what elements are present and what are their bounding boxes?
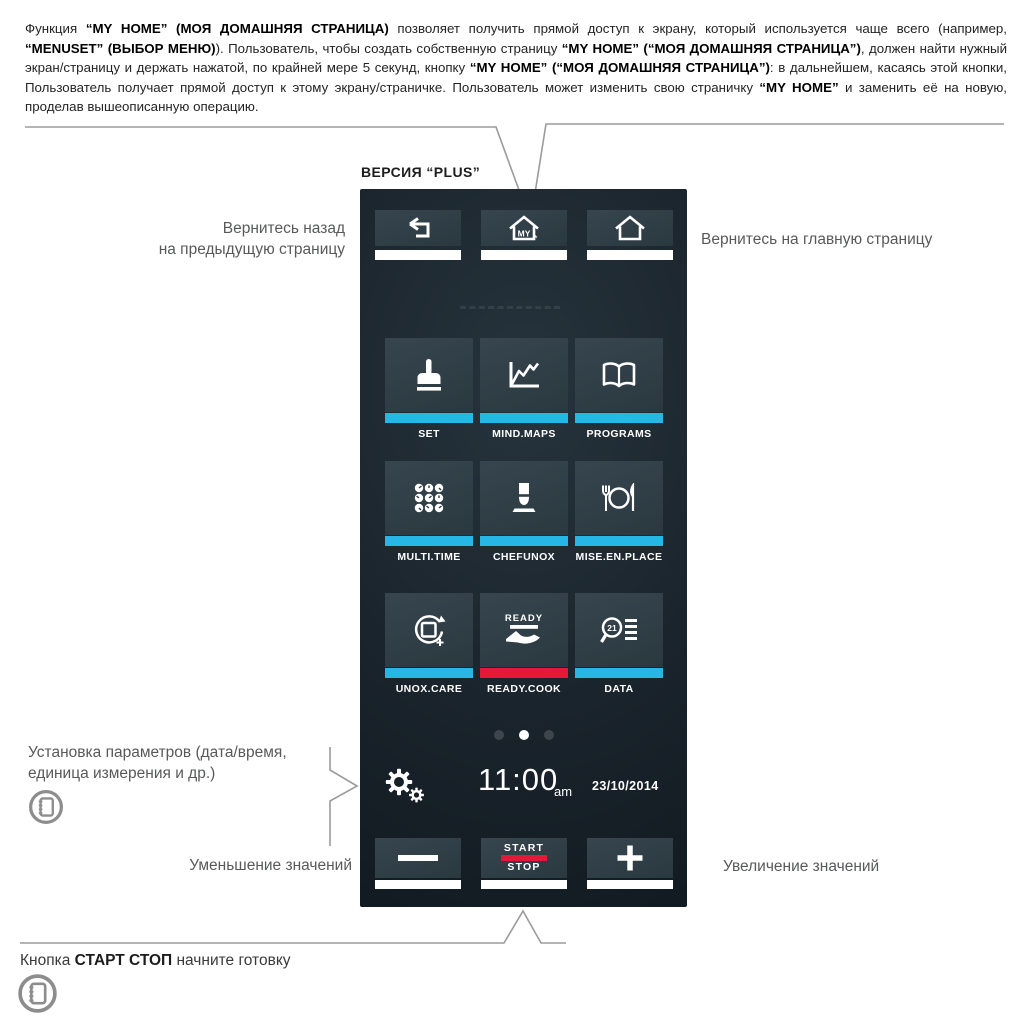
button-underline (587, 880, 673, 889)
tile-face (385, 593, 473, 667)
version-label: ВЕРСИЯ “PLUS” (361, 164, 481, 180)
tile-label: PROGRAMS (586, 428, 652, 440)
tile-accent-bar (480, 668, 568, 678)
pager-dots (494, 730, 554, 740)
callout-increase: Увеличение значений (723, 858, 880, 875)
tile-mind-maps[interactable] (480, 338, 568, 440)
tile-label: READY.COOK (486, 683, 561, 695)
clocks-grid-icon (412, 481, 446, 515)
tile-face (575, 338, 663, 412)
tile-face (480, 593, 568, 667)
my-home-button-face (481, 210, 567, 246)
settings-button[interactable] (384, 767, 426, 808)
svg-text:MY: MY (517, 228, 531, 239)
tile-data[interactable] (575, 593, 663, 695)
tile-accent-bar (480, 536, 568, 546)
tile-accent-bar (575, 536, 663, 546)
tile-face (385, 461, 473, 535)
back-button-face (375, 210, 461, 246)
tile-face (575, 461, 663, 535)
return-arrow-icon (402, 216, 434, 240)
button-underline (587, 250, 673, 260)
plus-icon (614, 842, 646, 874)
start-stop-button-face (481, 838, 567, 878)
start-stop-red-bar (501, 855, 547, 861)
tile-chefunox[interactable] (480, 461, 568, 563)
pager-dot[interactable] (519, 730, 529, 740)
home-house-icon (613, 214, 647, 242)
tile-label: MISE.EN.PLACE (575, 551, 663, 563)
tile-face (385, 338, 473, 412)
manual-booklet-icon (27, 788, 65, 826)
tile-face (480, 461, 568, 535)
plate-cutlery-icon (599, 483, 639, 513)
ready-hand-icon (501, 611, 547, 649)
button-underline (481, 250, 567, 260)
button-underline (375, 250, 461, 260)
stop-label: STOP (507, 861, 541, 874)
tile-accent-bar (385, 536, 473, 546)
svg-text:READY: READY (504, 613, 544, 624)
tile-set[interactable] (385, 338, 473, 440)
callout-start-stop: Кнопка СТАРТ СТОП начните готовку (20, 952, 291, 969)
home-button[interactable] (587, 210, 673, 260)
open-book-icon (599, 360, 639, 390)
plus-button-face (587, 838, 673, 878)
ghost-text-trace (460, 306, 560, 309)
tile-accent-bar (385, 668, 473, 678)
manual-booklet-icon (16, 972, 59, 1015)
pager-dot[interactable] (494, 730, 504, 740)
gears-icon (384, 767, 426, 803)
my-home-house-icon (507, 214, 541, 242)
care-refresh-icon (411, 612, 447, 648)
tile-programs[interactable] (575, 338, 663, 440)
search-list-icon (598, 615, 640, 645)
clock-time: 11:00 (478, 762, 559, 797)
plus-button[interactable] (587, 838, 673, 889)
touch-hand-icon (412, 357, 446, 393)
svg-text:21: 21 (607, 623, 617, 633)
callout-back-button: Вернитесь назад на предыдущую страницу (158, 220, 345, 258)
minus-icon (398, 855, 438, 861)
my-home-button[interactable] (481, 210, 567, 260)
tile-label: UNOX.CARE (395, 683, 463, 695)
start-label: START (503, 841, 545, 854)
svg-text:*: * (534, 233, 538, 242)
clock-date: 23/10/2014 (592, 779, 659, 793)
tile-accent-bar (385, 413, 473, 423)
button-underline (481, 880, 567, 889)
tile-label: CHEFUNOX (492, 551, 556, 563)
tile-label: SET (418, 428, 440, 440)
callout-settings: Установка параметров (дата/время, единица измерения и др.) (28, 744, 287, 782)
minus-button[interactable] (375, 838, 461, 889)
tile-label: DATA (604, 683, 634, 695)
start-stop-button[interactable] (481, 838, 567, 889)
tile-multi-time[interactable] (385, 461, 473, 563)
tile-mise-en-place[interactable] (575, 461, 663, 563)
tile-label: MIND.MAPS (492, 428, 556, 440)
tile-ready-cook[interactable] (480, 593, 568, 695)
home-button-face (587, 210, 673, 246)
tile-unox-care[interactable] (385, 593, 473, 695)
tile-accent-bar (480, 413, 568, 423)
oven-touchscreen-panel (360, 189, 687, 907)
line-chart-icon (506, 359, 542, 391)
start-stop-labels (501, 838, 547, 878)
button-underline (375, 880, 461, 889)
tile-face (480, 338, 568, 412)
back-button[interactable] (375, 210, 461, 260)
callout-decrease: Уменьшение значений (189, 857, 352, 874)
pager-dot[interactable] (544, 730, 554, 740)
chef-hat-icon (509, 481, 539, 515)
callout-home-button: Вернитесь на главную страницу (701, 231, 933, 248)
intro-paragraph: Функция “MY HOME” (МОЯ ДОМАШНЯЯ СТРАНИЦА) позволяет получить прямой доступ к экрану, который используется чаще всего (например, “MENUSET” (ВЫБОР МЕНЮ)). Пользователь, чтобы создать собственную страницу “MY HOME” (“МОЯ ДОМАШНЯЯ СТРАНИЦА”), должен найти нужный экран/страницу и держать нажатой, по крайней мере 5 секунд, кнопку “MY HOME” (“МОЯ ДОМАШНЯЯ СТРАНИЦА”): в дальнейшем, касаясь этой кнопки, Пользователь получает прямой доступ к этому экрану/страничке. Пользователь может изменить свою страничку “MY HOME” и заменить её на новую, проделав вышеописанную операцию. (25, 21, 1008, 114)
minus-button-face (375, 838, 461, 878)
tile-label: MULTI.TIME (397, 551, 461, 563)
tile-accent-bar (575, 413, 663, 423)
tile-face (575, 593, 663, 667)
clock-meridiem: am (554, 784, 573, 799)
tile-accent-bar (575, 668, 663, 678)
